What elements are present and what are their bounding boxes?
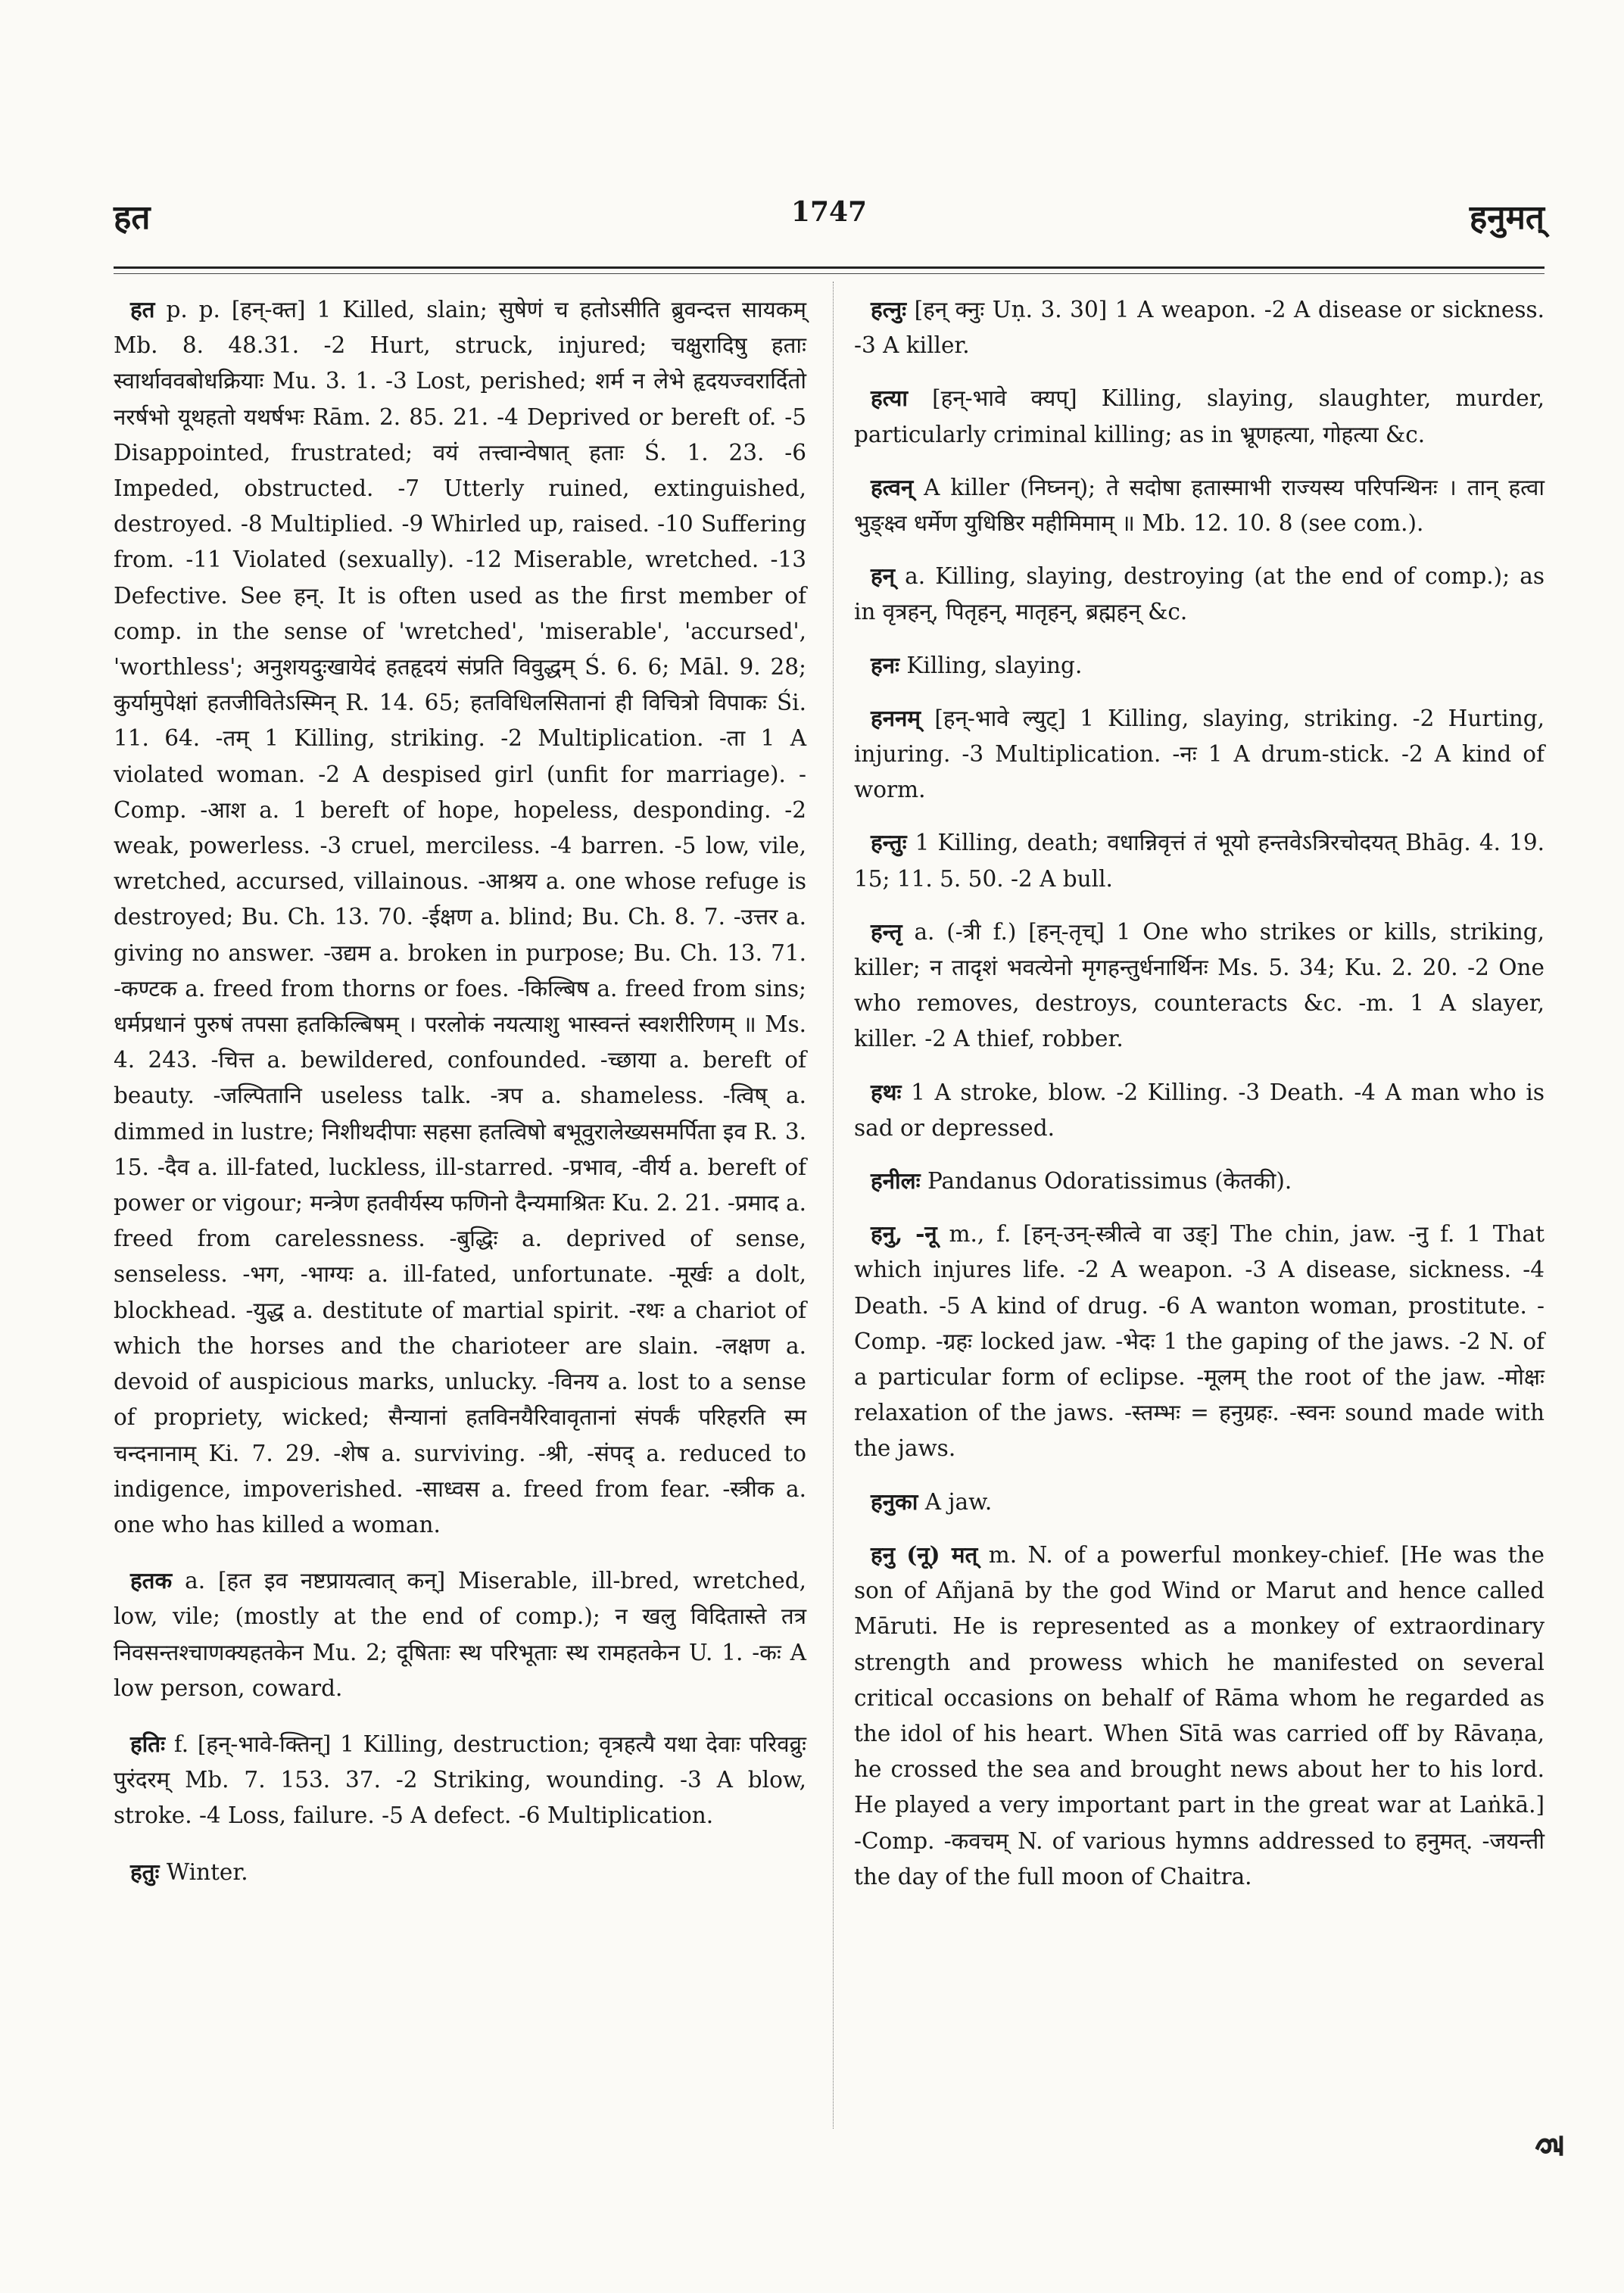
entry-hanu [854,1216,1545,1466]
entry-headword: हन्तृ [871,918,902,945]
header-right-word: हनुमत् [1469,198,1545,237]
header-left-word: हत [114,198,151,237]
entry-headword: हत [130,296,155,322]
entry-headword: हन् [871,562,896,590]
entry-text: a. (-त्री f.) [हन्-तृच्] 1 One who strikes or kills, striking, killer; न तादृशं भवत्येनो मृगहन्तुर्धनार्थिनः Ms. 5. 34; Ku. 2. 20. -2 One who removes, destroys, counteracts &c. -m. 1 A slayer, killer. -2 A thief, robber. [854,918,1545,1052]
entry-headword: हतक [130,1567,173,1594]
entry-hanumat [854,1537,1545,1895]
entry-text: a. Killing, slaying, destroying (at the end of comp.); as in वृत्रहन्, पितृहन्, मातृहन्, ब्रह्महन् &c. [854,563,1545,625]
entry-headword: हनुका [871,1488,918,1515]
entry-headword: हत्नुः [871,296,907,322]
entry-headword: हन्तुः [871,829,907,856]
entry-text: m., f. [हन्-उन्-स्त्रीत्वे वा उङ्] The chin, jaw. -नु f. 1 That which injures life. -2 A weapon. -3 A disease, sickness. -4 Death. -5 A kind of drug. -6 A wanton woman, prostitute. -Comp. -ग्रहः locked jaw. -भेदः 1 the gaping of the jaws. -2 N. of a particular form of eclipse. -मूलम् the root of the jaw. -मोक्षः relaxation of the jaws. -स्तम्भः = हनुग्रहः. -स्वनः sound made with the jaws. [854,1221,1545,1462]
right-column [854,291,1545,1911]
entry-hatnuh [854,291,1545,363]
entry-headword: हतुः [130,1858,160,1885]
entry-text: Pandanus Odoratissimus (केतकी). [920,1168,1292,1195]
entry-text: Killing, slaying. [899,652,1083,678]
entry-headword: हथः [871,1078,902,1105]
entry-hanilah [854,1163,1545,1199]
entry-hatuh [114,1854,806,1890]
entry-text: p. p. [हन्-क्त] 1 Killed, slain; सुषेणं च हतोऽसीति ब्रुवन्दत्त सायकम् Mb. 8. 48.31. -2 Hurt, struck, injured; चक्षुरादिषु हताः स्वार्थाववबोधक्रियाः Mu. 3. 1. -3 Lost, perished; शर्म न लेभे हृदयज्वरार्दितो नरर्षभो यूथहतो यथर्षभः Rām. 2. 85. 21. -4 Deprived or bereft of. -5 Disappointed, frustrated; वयं तत्त्वान्वेषात् हताः Ś. 1. 23. -6 Impeded, obstructed. -7 Utterly ruined, extinguished, destroyed. -8 Multiplied. -9 Whirled up, raised. -10 Suffering from. -11 Violated (sexually). -12 Miserable, wretched. -13 Defective. See हन्. It is often used as the first member of comp. in the sense of 'wretched', 'miserable', 'accursed', 'worthless'; अनुशयदुःखायेदं हतहृदयं संप्रति विवुद्धम् Ś. 6. 6; Māl. 9. 28; कुर्यामुपेक्षां हतजीवितेऽस्मिन् R. 14. 65; हतविधिलसितानां ही विचित्रो विपाकः Śi. 11. 64. -तम् 1 Killing, striking. -2 Multiplication. -ता 1 A violated woman. -2 A despised girl (unfit for marriage). -Comp. -आश a. 1 bereft of hope, hopeless, desponding. -2 weak, powerless. -3 cruel, merciless. -4 barren. -5 low, vile, wretched, accursed, villainous. -आश्रय a. one whose refuge is destroyed; Bu. Ch. 13. 70. -ईक्षण a. blind; Bu. Ch. 8. 7. -उत्तर a. giving no answer. -उद्यम a. broken in purpose; Bu. Ch. 13. 71. -कण्टक a. freed from thorns or foes. -किल्बिष a. freed from sins; धर्मप्रधानं पुरुषं तपसा हतकिल्बिषम् । परलोकं नयत्याशु भास्वन्तं स्वशरीरिणम् ॥ Ms. 4. 243. -चित्त a. bewildered, confounded. -च्छाया a. bereft of beauty. -जल्पितानि useless talk. -त्रप a. shameless. -त्विष् a. dimmed in lustre; निशीथदीपाः सहसा हतत्विषो बभूवुरालेख्यसमर्पिता इव R. 3. 15. -दैव a. ill-fated, luckless, ill-starred. -प्रभाव, -वीर्य a. bereft of power or vigour; मन्त्रेण हतवीर्यस्य फणिनो दैन्यमाश्रितः Ku. 2. 21. -प्रमाद a. freed from carelessness. -बुद्धिः a. deprived of sense, senseless. -भग, -भाग्यः a. ill-fated, unfortunate. -मूर्खः a dolt, blockhead. -युद्ध a. destitute of martial spirit. -रथः a chariot of which the horses and the charioteer are slain. -लक्षण a. devoid of auspicious marks, unlucky. -विनय a. lost to a sense of propriety, wicked; सैन्यानां हतविनयैरिवावृतानां संपर्कं परिहरति स्म चन्दनानाम् Ki. 7. 29. -शेष a. surviving. -श्री, -संपद् a. reduced to indigence, impoverished. -साध्वस a. freed from fear. -स्त्रीक a. one who has killed a woman. [114,297,806,1537]
column-separator [833,282,834,2129]
entry-han [854,558,1545,630]
header-rule-thick [114,266,1545,269]
entry-text: [हन्-भावे क्यप्] Killing, slaying, slaughter, murder, particularly criminal killing; as in भ्रूणहत्या, गोहत्या &c. [854,385,1545,447]
running-header [114,193,1545,254]
entry-text: a. [हत इव नष्टप्रायत्वात् कन्] Miserable, ill-bred, wretched, low, vile; (mostly at the end of comp.); न खलु विदितास्ते तत्र निवसन्तश्चाणक्यहतकेन Mu. 2; दूषिताः स्थ परिभूताः स्थ रामहतकेन U. 1. -कः A low person, coward. [114,1568,806,1701]
entry-text: 1 A stroke, blow. -2 Killing. -3 Death. -4 A man who is sad or depressed. [854,1079,1545,1141]
entry-hanuka [854,1484,1545,1520]
entry-hatvan [854,469,1545,541]
entry-hatya [854,380,1545,452]
page-number: 1747 [790,196,868,228]
entry-hantuh [854,824,1545,896]
entry-text: A killer (निघ्नन्); ते सदोषा हतास्माभी राज्यस्य परिपन्थिनः । तान् हत्वा भुङ्क्ष्व धर्मेण युधिष्ठिर महीमिमाम् ॥ Mb. 12. 10. 8 (see com.). [854,474,1545,537]
entry-hanah [854,647,1545,684]
entry-text: f. [हन्-भावे-क्तिन्] 1 Killing, destruction; वृत्रहत्यै यथा देवाः परिवव्रुः पुरंदरम् Mb. 7. 153. 37. -2 Striking, wounding. -3 A blow, stroke. -4 Loss, failure. -5 A defect. -6 Multiplication. [114,1731,806,1829]
entry-headword: हनु (नू) मत् [871,1541,978,1568]
entry-hata [114,291,806,1543]
entry-text: [हन्-भावे ल्युट्] 1 Killing, slaying, striking. -2 Hurting, injuring. -3 Multiplication. -नः 1 A drum-stick. -2 A kind of worm. [854,705,1545,803]
entry-headword: हनीलः [871,1167,921,1195]
entry-headword: हत्वन् [871,473,914,500]
entry-headword: हत्या [871,385,908,412]
left-column [114,291,806,1910]
entry-headword: हनु, -नू [871,1220,937,1248]
entry-hathah [854,1074,1545,1146]
entry-headword: हननम् [871,704,921,731]
entry-headword: हनः [871,651,899,678]
header-rule-thin [114,273,1545,274]
entry-text: [हन् क्नुः Uṇ. 3. 30] 1 A weapon. -2 A disease or sickness. -3 A killer. [854,297,1545,359]
entry-text: Winter. [159,1858,248,1885]
entry-hatih [114,1726,806,1834]
entry-hataka [114,1562,806,1706]
entry-text: m. N. of a powerful monkey-chief. [He was the son of Añjanā by the god Wind or Marut and hence called Māruti. He is represented as a monkey of extraordinary strength and prowess which he manifested on several critical occasions on behalf of Rāma whom he regarded as the idol of his heart. When Sītā was carried off by Rāvaṇa, he crossed the sea and brought news about her to his lord. He played a very important part in the great war at Laṅkā.] -Comp. -कवचम् N. of various hymns addressed to हनुमत्. -जयन्ती the day of the full moon of Chaitra. [854,1541,1545,1890]
entry-text: 1 Killing, death; वधान्निवृत्तं तं भूयो हन्तवेऽत्रिरचोदयत् Bhāg. 4. 19. 15; 11. 5. 50. -2 A bull. [854,830,1545,892]
entry-headword: हतिः [130,1730,166,1757]
entry-hantr [854,914,1545,1058]
side-thumb-tab: ह [1532,2136,1573,2155]
entry-text: A jaw. [918,1488,993,1515]
entry-hananam [854,700,1545,808]
